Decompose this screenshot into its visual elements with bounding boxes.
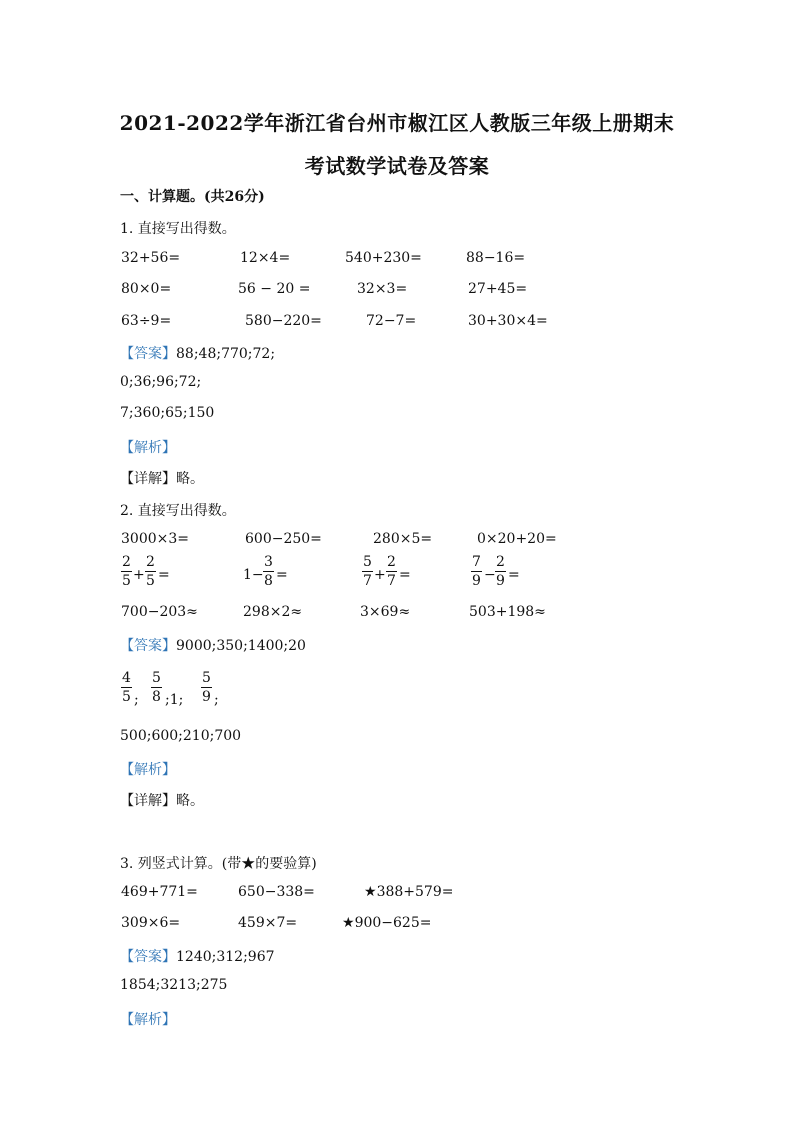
star-icon: ★: [342, 915, 355, 931]
q1-answer-line: [120, 343, 275, 363]
fraction: $\frac{2}{5}$: [146, 554, 155, 589]
q3-answer-line: 1854;3213;275: [120, 977, 228, 993]
q3-item: 309×6=: [121, 915, 181, 931]
q1-item: 56 − 20 =: [238, 281, 311, 297]
equals: =: [158, 567, 170, 583]
q1-item: 12×4=: [240, 250, 291, 266]
fraction: $\frac{2}{5}$: [122, 554, 131, 589]
fraction: $\frac{2}{7}$: [387, 554, 396, 589]
fraction: $\frac{3}{8}$: [264, 554, 273, 589]
equals: =: [508, 567, 520, 583]
separator: ;: [134, 692, 139, 708]
q1-item: 72−7=: [366, 313, 417, 329]
detail-label: 【详解】: [120, 793, 176, 809]
q3-item: 469+771=: [121, 884, 198, 900]
q2-item: 503+198≈: [469, 604, 546, 620]
q1-answer-line: 7;360;65;150: [120, 405, 215, 421]
q2-answer-line: [120, 635, 306, 655]
q2-item: 0×20+20=: [477, 531, 557, 547]
q1-item: 30+30×4=: [468, 313, 548, 329]
equals: =: [276, 567, 288, 583]
q3-item: 459×7=: [238, 915, 298, 931]
q2-answer-line: 500;600;210;700: [120, 728, 242, 744]
analysis-label: 【解析】: [120, 440, 176, 456]
doc-title-line2: 考试数学试卷及答案: [304, 154, 490, 178]
q3-item: ★388+579=: [364, 884, 454, 900]
separator: ;1;: [165, 692, 184, 708]
operator: +: [133, 567, 145, 583]
q1-prompt: 1. 直接写出得数。: [120, 221, 236, 237]
star-icon: ★: [364, 884, 377, 900]
fraction: $\frac{5}{9}$: [202, 670, 211, 705]
analysis-label: 【解析】: [120, 1012, 176, 1028]
q1-item: 63÷9=: [121, 313, 172, 329]
equals: =: [399, 567, 411, 583]
q1-item: 80×0=: [121, 281, 172, 297]
q3-prompt: 3. 列竖式计算。(带★的要验算): [120, 856, 317, 872]
q2-item: 3000×3=: [121, 531, 189, 547]
fraction: $\frac{5}{8}$: [152, 670, 161, 705]
answer-label: 【答案】: [120, 638, 176, 654]
detail-label: 【详解】: [120, 471, 176, 487]
fraction: $\frac{5}{7}$: [363, 554, 372, 589]
q1-item: 580−220=: [245, 313, 322, 329]
q1-answer-line: 0;36;96;72;: [120, 374, 202, 390]
detail-line: [120, 468, 204, 488]
q1-item: 27+45=: [468, 281, 528, 297]
q2-item: 600−250=: [245, 531, 322, 547]
detail-text: 略。: [176, 793, 204, 809]
fraction: $\frac{7}{9}$: [472, 554, 481, 589]
answer-label: 【答案】: [120, 346, 176, 362]
q2-item: 298×2≈: [243, 604, 303, 620]
q3-item: ★900−625=: [342, 915, 432, 931]
doc-title-line1: 2021-2022学年浙江省台州市椒江区人教版三年级上册期末: [119, 111, 675, 135]
answer-label: 【答案】: [120, 949, 176, 965]
section-heading: 一、计算题。(共26分): [120, 189, 265, 205]
q1-item: 32+56=: [121, 250, 181, 266]
q2-item: 700−203≈: [121, 604, 198, 620]
q1-item: 88−16=: [466, 250, 526, 266]
detail-line: [120, 790, 204, 810]
separator: ;: [214, 692, 219, 708]
q1-item: 540+230=: [345, 250, 422, 266]
answer-text: 1240;312;967: [176, 949, 275, 965]
analysis-label: 【解析】: [120, 762, 176, 778]
answer-text: 88;48;770;72;: [176, 346, 276, 362]
q1-item: 32×3=: [357, 281, 408, 297]
whole-minus: 1−: [243, 567, 264, 583]
q2-prompt: 2. 直接写出得数。: [120, 503, 236, 519]
operator: −: [484, 567, 496, 583]
q3-item: 650−338=: [238, 884, 315, 900]
q3-answer-line: [120, 946, 275, 966]
answer-text: 9000;350;1400;20: [176, 638, 306, 654]
detail-text: 略。: [176, 471, 204, 487]
q2-item: 3×69≈: [360, 604, 411, 620]
fraction: $\frac{4}{5}$: [122, 670, 131, 705]
q2-item: 280×5=: [373, 531, 433, 547]
operator: +: [374, 567, 386, 583]
fraction: $\frac{2}{9}$: [496, 554, 505, 589]
